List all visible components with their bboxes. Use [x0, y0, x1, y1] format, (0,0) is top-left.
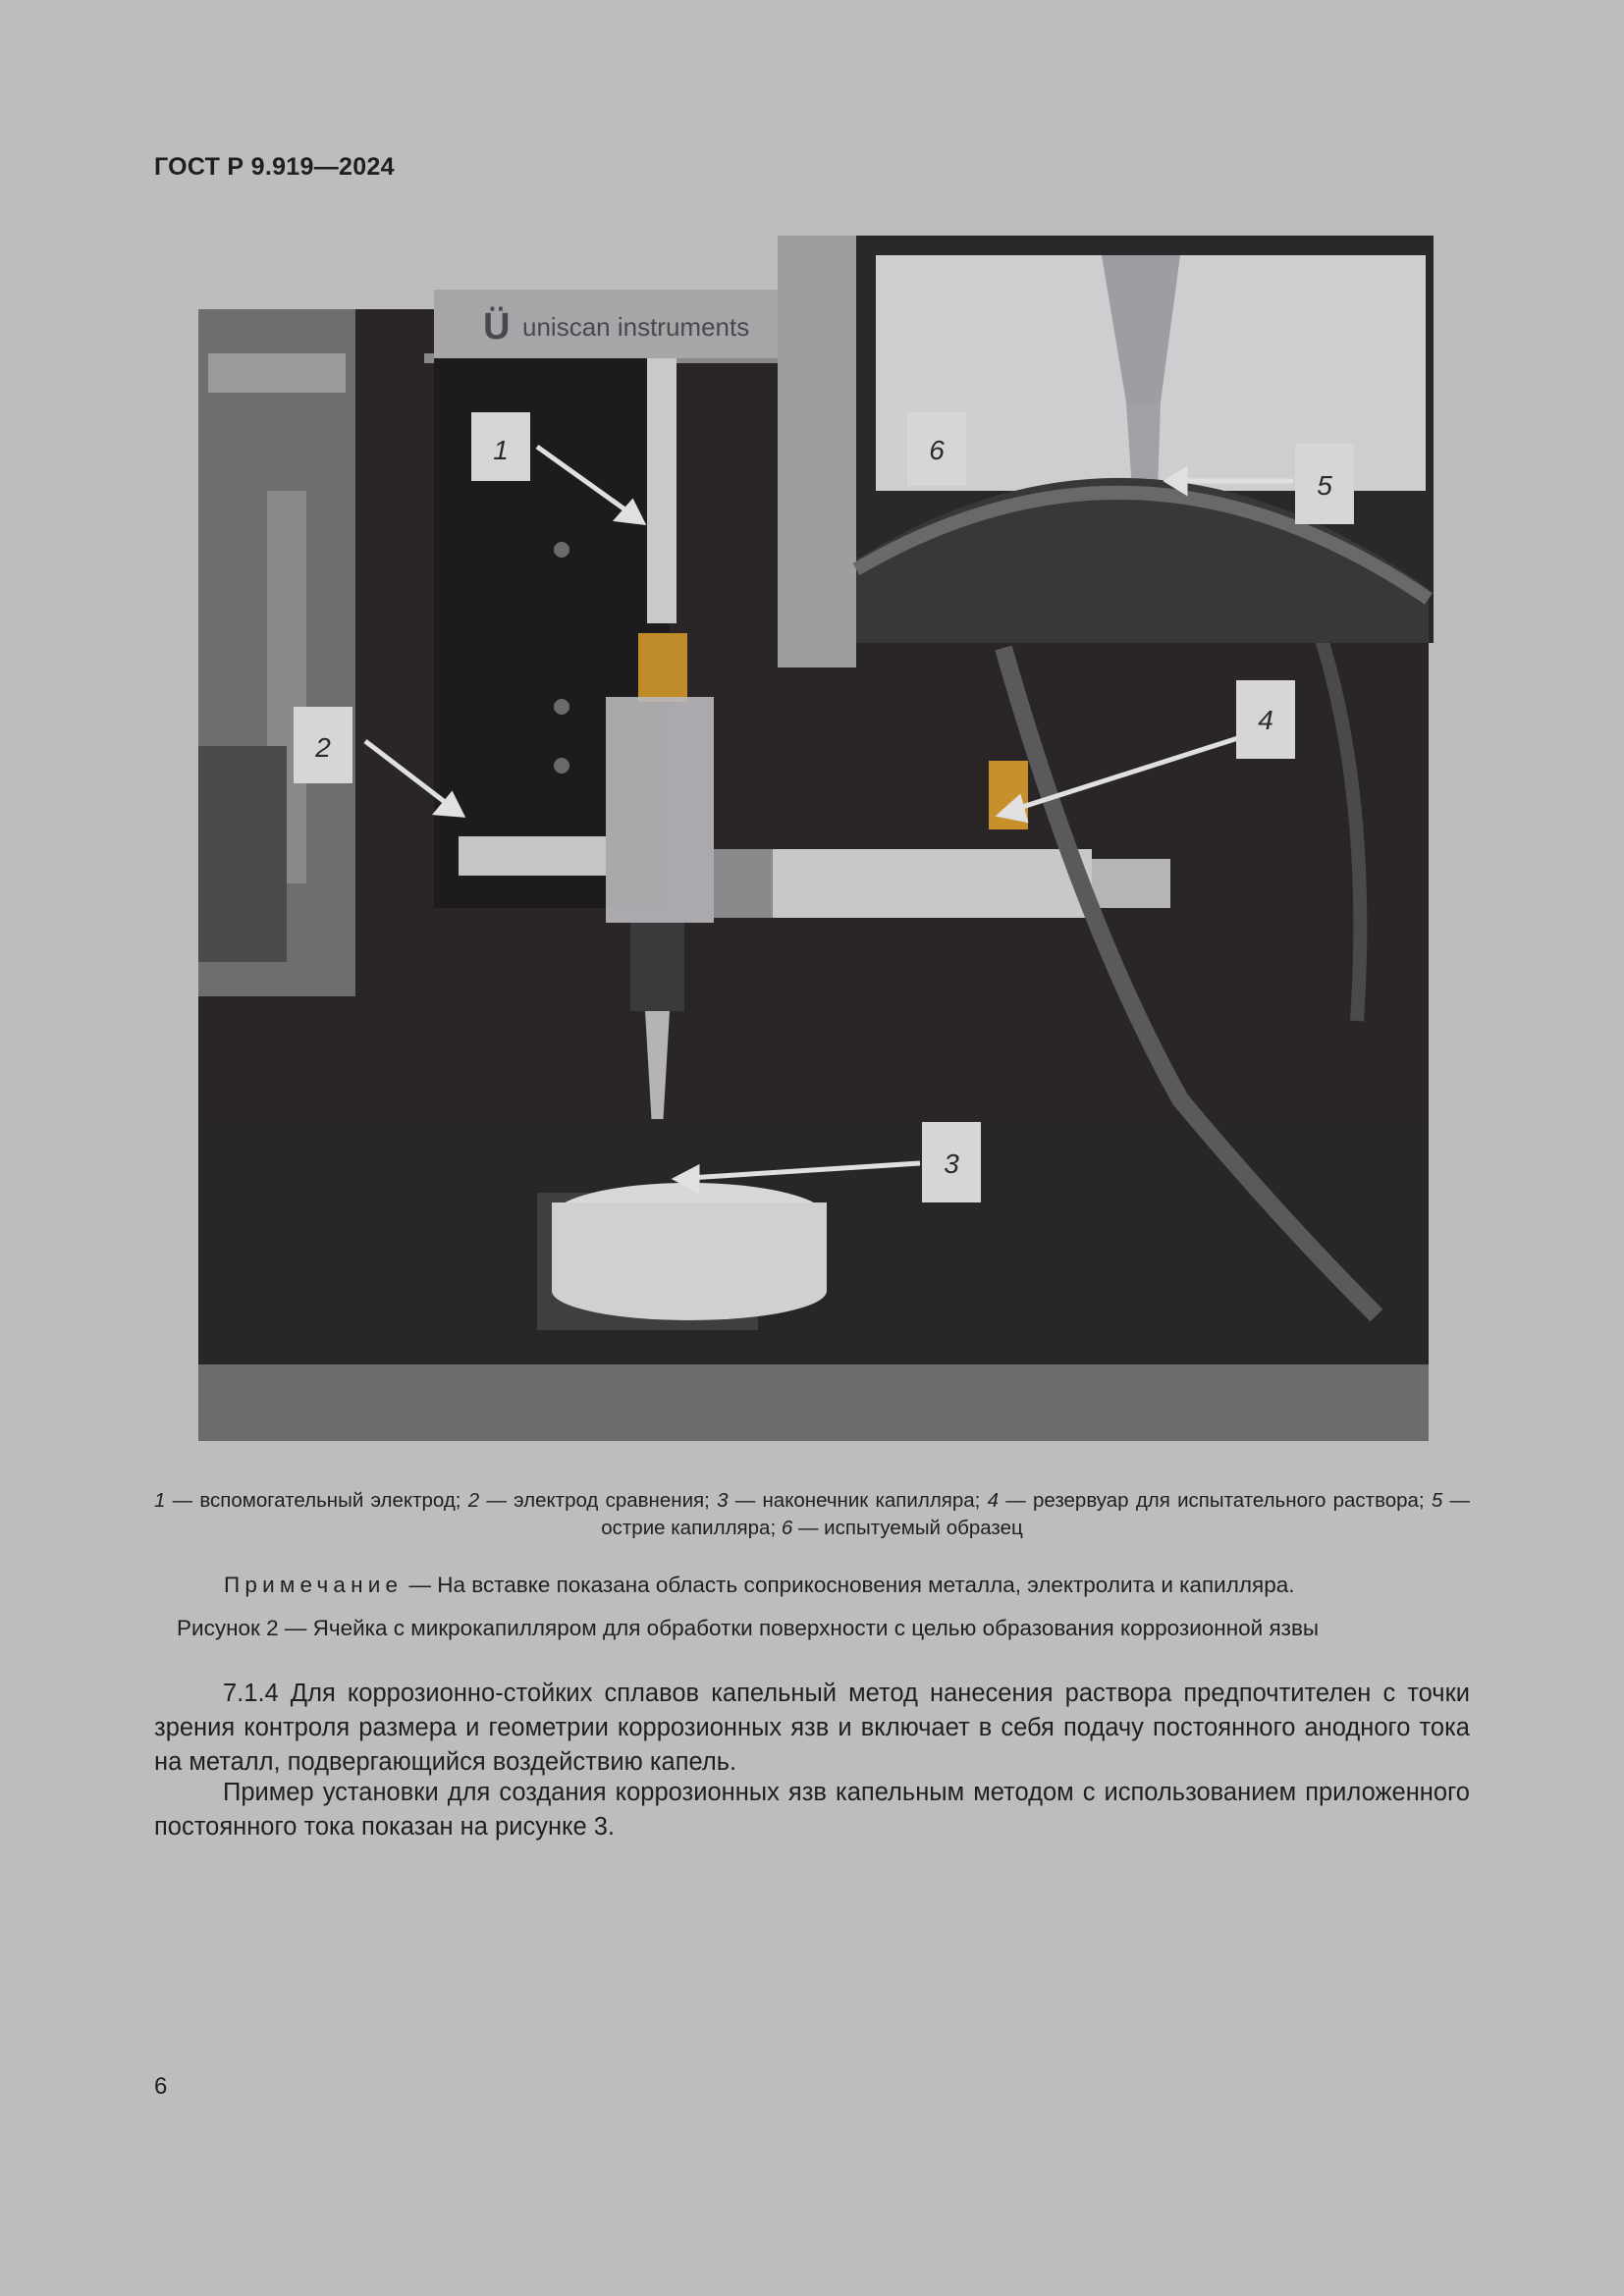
legend-num: 6 — [781, 1517, 793, 1539]
legend-text: — электрод сравнения; — [479, 1489, 718, 1512]
logo-text: uniscan instruments — [522, 312, 750, 342]
svg-text:Ü: Ü — [483, 306, 511, 347]
callout-label-2: 2 — [315, 732, 331, 763]
legend-text: — испытуемый образец — [792, 1517, 1023, 1539]
note-text: — На вставке показана область соприкосновения металла, электролита и капилляра. — [403, 1573, 1295, 1597]
legend-text: — вспомогательный электрод; — [165, 1489, 468, 1512]
callout-label-4: 4 — [1258, 705, 1273, 735]
legend-text: — острие капилляра; — [601, 1489, 1470, 1539]
figure-legend — [154, 1487, 1470, 1542]
document-header: ГОСТ Р 9.919—2024 — [154, 153, 395, 181]
legend-text: — резервуар для испытательного раствора; — [999, 1489, 1432, 1512]
note-label: Примечание — [224, 1573, 404, 1597]
paragraph-2 — [154, 1776, 1470, 1844]
legend-num: 4 — [987, 1489, 1000, 1512]
legend-num: 3 — [717, 1489, 729, 1512]
legend-num: 2 — [467, 1489, 480, 1512]
callout-label-6: 6 — [929, 435, 945, 465]
paragraph-1 — [154, 1677, 1470, 1780]
figure-photo — [198, 236, 1434, 1441]
legend-num: 1 — [154, 1489, 166, 1512]
legend-num: 5 — [1431, 1489, 1443, 1512]
page-number: 6 — [154, 2073, 168, 2100]
figure-note — [224, 1573, 1294, 1598]
figure-caption: Рисунок 2 — Ячейка с микрокапилляром для обработки поверхности с целью образования коррозионной язвы — [177, 1616, 1320, 1640]
callout-label-1: 1 — [493, 435, 509, 465]
paragraph-1-text: 7.1.4 Для коррозионно-стойких сплавов капельный метод нанесения раствора предпочтителен с точки зрения контроля размера и геометрии коррозионных язв и включает в себя подачу постоянного анодного тока на металл, подвергающийся воздействию капель. — [154, 1680, 1470, 1776]
callout-label-5: 5 — [1317, 470, 1332, 501]
paragraph-2-text: Пример установки для создания коррозионных язв капельным методом с использованием приложенного постоянного тока показан на рисунке 3. — [154, 1779, 1470, 1841]
legend-text: — наконечник капилляра; — [728, 1489, 988, 1512]
callout-label-3: 3 — [944, 1148, 959, 1179]
